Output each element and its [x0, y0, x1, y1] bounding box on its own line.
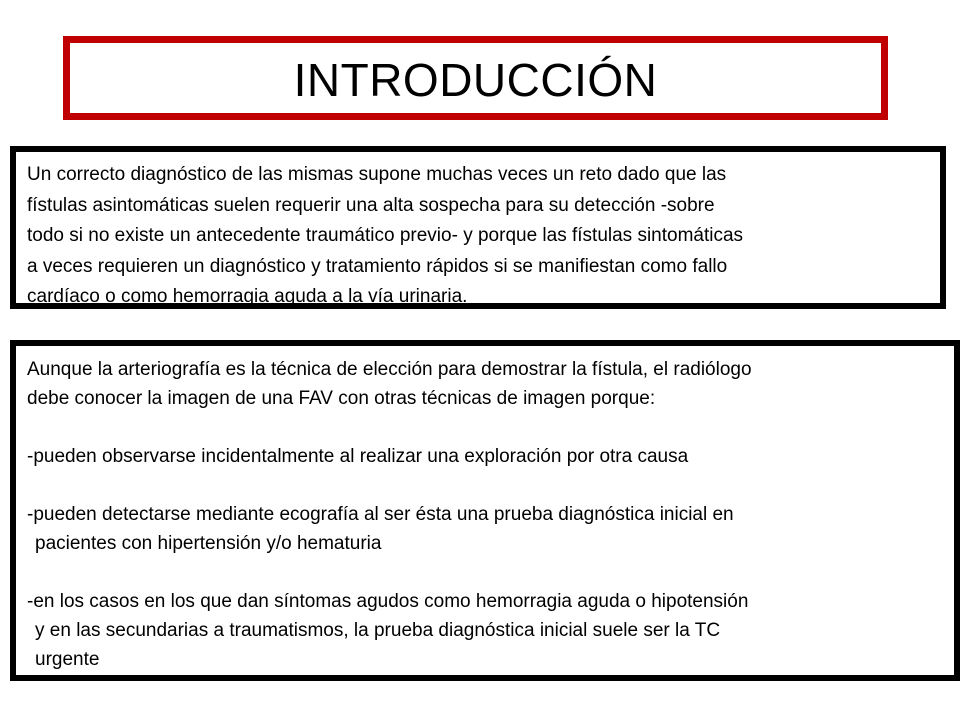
text-line: cardíaco o como hemorragia aguda a la vía urinaria.	[27, 286, 468, 307]
text-line: Aunque la arteriografía es la técnica de elección para demostrar la fístula, el radiólogo	[27, 359, 752, 380]
diagnosis-text-box	[10, 146, 946, 309]
text-line: -pueden observarse incidentalmente al realizar una exploración por otra causa	[27, 446, 689, 467]
slide-title: INTRODUCCIÓN	[293, 54, 658, 106]
imaging-item-ultrasound	[27, 500, 944, 558]
text-line: Un correcto diagnóstico de las mismas supone muchas veces un reto dado que las	[27, 164, 727, 185]
imaging-item-incidental	[27, 442, 944, 471]
spacer	[27, 471, 944, 500]
text-line: y en las secundarias a traumatismos, la prueba diagnóstica inicial suele ser la TC	[35, 620, 721, 641]
text-line: pacientes con hipertensión y/o hematuria	[35, 533, 382, 554]
spacer	[27, 413, 944, 442]
text-line: fístulas asintomáticas suelen requerir una alta sospecha para su detección -sobre	[27, 194, 715, 216]
text-line: a veces requieren un diagnóstico y tratamiento rápidos si se manifiestan como fallo	[27, 255, 728, 277]
text-line: debe conocer la imagen de una FAV con otras técnicas de imagen porque:	[27, 388, 656, 409]
imaging-item-acute	[27, 587, 944, 674]
title-box	[63, 36, 888, 120]
text-line: -en los casos en los que dan síntomas agudos como hemorragia aguda o hipotensión	[27, 591, 749, 612]
imaging-text-box	[10, 340, 960, 681]
spacer	[27, 558, 944, 587]
text-line: todo si no existe un antecedente traumático previo- y porque las fístulas sintomáticas	[27, 225, 744, 246]
text-line: -pueden detectarse mediante ecografía al ser ésta una prueba diagnóstica inicial en	[27, 504, 734, 525]
imaging-intro-paragraph	[27, 355, 944, 413]
text-line: urgente	[35, 649, 100, 670]
diagnosis-paragraph	[27, 160, 930, 313]
